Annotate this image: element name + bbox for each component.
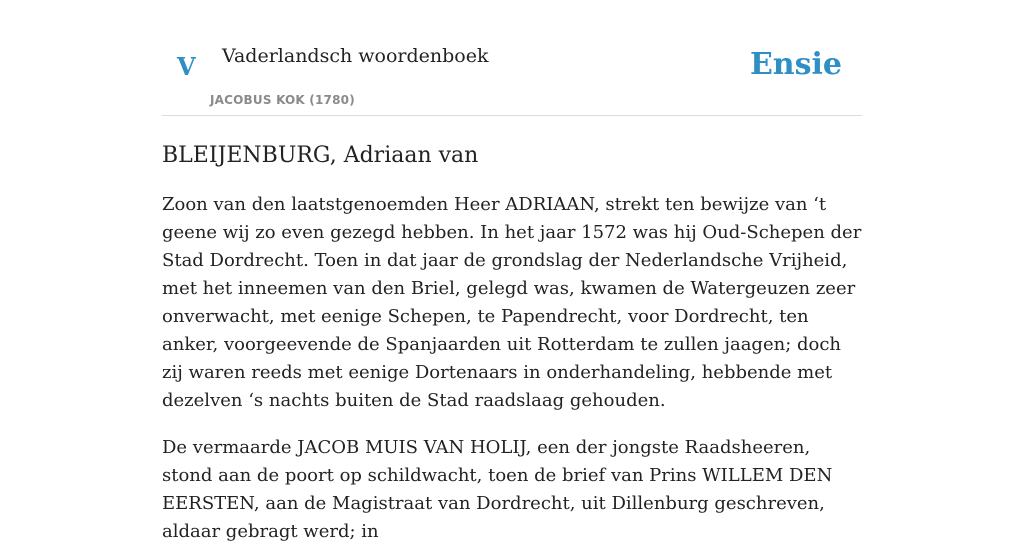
entry-title: BLEIJENBURG, Adriaan van	[162, 143, 479, 168]
entry-body	[162, 191, 862, 546]
book-header	[162, 0, 862, 116]
entry-paragraph: Zoon van den laatstgenoemden Heer ADRIAAN, strekt ten bewijze van ‘t geene wij zo even gezegd hebben. In het jaar 1572 was hij Oud-Schepen der Stad Dordrecht. Toen in dat jaar de grondslag der Nederlandsche Vrijheid, met het inneemen van den Briel, gelegd was, kwamen de Watergeuzen zeer onverwacht, met eenige Schepen, te Papendrecht, voor Dordrecht, ten anker, voorgeevende de Spanjaarden uit Rotterdam te zullen jaagen; doch zij waren reeds met eenige Dortenaars in onderhandeling, hebbende met dezelven ‘s nachts buiten de Stad raadslaag gehouden.	[162, 193, 862, 411]
book-letter-icon[interactable]: V	[177, 52, 196, 81]
book-title-link[interactable]: Vaderlandsch woordenboek	[222, 45, 489, 67]
ensie-logo[interactable]: Ensie	[749, 47, 842, 82]
page	[162, 0, 862, 546]
entry-paragraph: De vermaarde JACOB MUIS VAN HOLIJ, een der jongste Raadsheeren, stond aan de poort op schildwacht, toen de brief van Prins WILLEM DEN EERSTEN, aan de Magistraat van Dordrecht, uit Dillenburg geschreven, aldaar gebragt werd; in	[162, 436, 833, 542]
book-author: JACOBUS KOK (1780)	[210, 93, 355, 107]
